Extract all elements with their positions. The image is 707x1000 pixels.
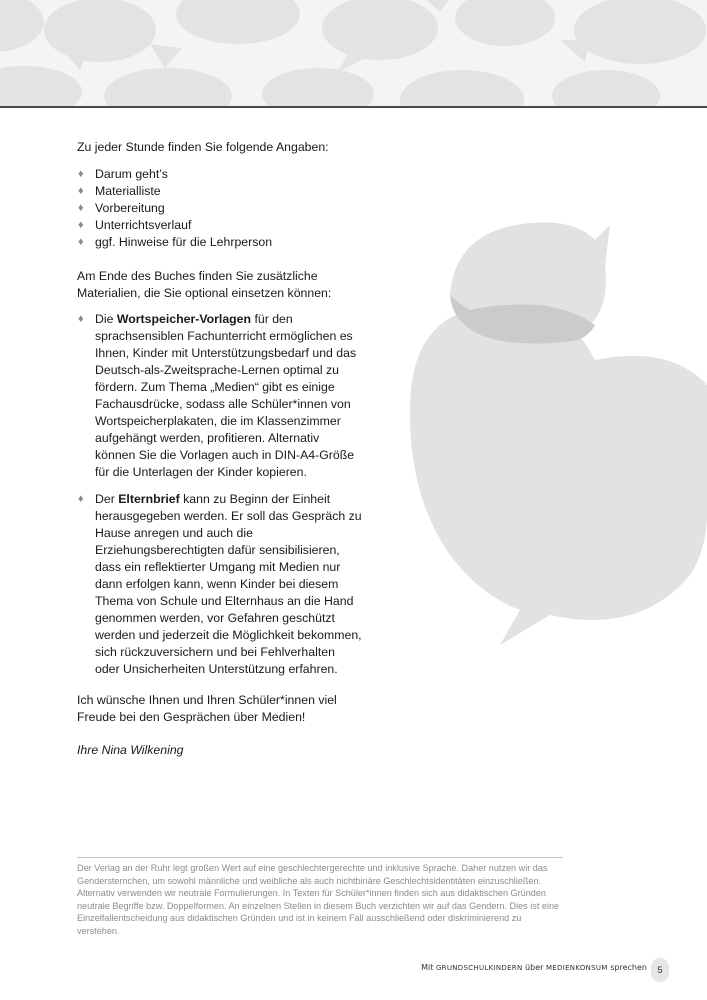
header-pattern	[0, 0, 707, 108]
term-wortspeicher: Wortspeicher-Vorlagen	[116, 312, 252, 326]
list-item: ♦ Unterrichtsverlauf	[78, 218, 192, 232]
diamond-bullet-icon: ♦	[78, 236, 84, 248]
intro-text: Zu jeder Stunde finden Sie folgende Angaben:	[77, 140, 329, 154]
diamond-bullet-icon: ♦	[78, 202, 84, 214]
speech-bubble-pattern	[0, 0, 707, 106]
list-item: ♦ Materialliste	[78, 184, 161, 198]
list-item: ♦ Darum geht’s	[78, 167, 168, 181]
signature: Ihre Nina Wilkening	[77, 743, 184, 757]
diamond-bullet-icon: ♦	[78, 185, 84, 197]
list-item-elternbrief: ♦ Der Elternbrief kann zu Beginn der Einheit herausgegeben werden. Er soll das Gespräch zu Hause anregen und auch die Erziehungsberechtigten dafür sensibilisieren, dass ein reflektierter Umgang mit Medien nur dann erfolgen kann, wenn Kinder bei diesem Thema von Schule und Elternhaus an die Hand genommen werden, vor Gefahren geschützt werden und jederzeit die Möglichkeit bekommen, sich rückzuversichern und bei Fehlverhalten oder Unsicherheiten Unterstützung erfahren.	[78, 492, 362, 676]
list-item: ♦ ggf. Hinweise für die Lehrperson	[78, 235, 273, 249]
gender-footnote: Der Verlag an der Ruhr legt großen Wert auf eine geschlechtergerechte und inklusive Sprache. Daher nutzen wir das Gendersternchen, um sowohl männliche und weibliche als auch nichtbinäre Geschlechtsidentitäten einzuschließen. Alternativ verwenden wir neutrale Formulierungen. In Texten für Schüler*innen finden sich aus didaktischen Gründen neutrale Begriffe bzw. Doppelformen. An einzelnen Stellen in diesem Buch verzichten wir auf das Gendern. Dies ist eine Einzelfallentscheidung aus didaktischen Gründen und ist in keinem Fall ausschließend oder diskriminierend zu verstehen.	[77, 863, 560, 936]
list-item-wortspeicher: ♦ Die Wortspeicher-Vorlagen für den sprachsensiblen Fachunterricht ermöglichen es Ihnen, Kinder mit Unterstützungsbedarf und das Deutsch-als-Zweitsprache-Lernen optimal zu fördern. Zum Thema „Medien“ gibt es einige Fachausdrücke, sodass alle Schüler*innen von Wortspeicherplakaten, die im Klassenzimmer aufgehängt werden, profitieren. Alternativ können Sie die Vorlagen auch in DIN-A4-Größe für die Unterlagen der Kinder kopieren.	[78, 312, 357, 479]
diamond-bullet-icon: ♦	[78, 313, 84, 325]
closing-text: Ich wünsche Ihnen und Ihren Schüler*innen viel Freude bei den Gesprächen über Medien!	[77, 693, 337, 724]
page-number: 5	[651, 958, 669, 982]
diamond-bullet-icon: ♦	[78, 219, 84, 231]
info-list	[77, 166, 362, 251]
list-item: ♦ Vorbereitung	[78, 201, 165, 215]
decorative-speech-bubbles	[410, 195, 707, 655]
appendix-intro: Am Ende des Buches finden Sie zusätzliche Materialien, die Sie optional einsetzen können:	[77, 269, 332, 300]
diamond-bullet-icon: ♦	[78, 168, 84, 180]
footer-series-title: Mit GRUNDSCHULKINDERN über MEDIENKONSUM sprechen	[421, 963, 647, 972]
main-content	[77, 139, 362, 759]
term-elternbrief: Elternbrief	[118, 492, 180, 506]
footnote-divider	[77, 857, 563, 858]
appendix-list	[77, 311, 362, 678]
diamond-bullet-icon: ♦	[78, 493, 84, 505]
